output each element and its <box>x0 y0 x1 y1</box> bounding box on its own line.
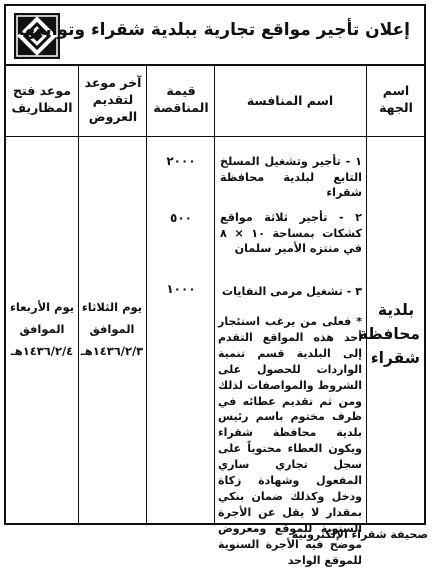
tender-notes: * فعلى من يرغب استئجار أحد هذه المواقع التقدم إلى البلدية قسم تنمية الواردات للحصول على الشروط والمواصفات لذلك ومن ثم تقديم عطائه في ظرف مختوم باسم رئيس بلدية محافظة شقراء ويكون العطاء محتوياً على سجل تجاري ساري المفعول وشهادة زكاة ودخل وكذلك ضمان بنكي بمقدار لا يقل عن الأجرة السنوية للموقع ومعروض موضح فيه الأجرة السنوية للموقع الواحد <box>218 315 362 567</box>
item-1-text: ١ - تأجير وتشغيل المسلخ التابع لبلدية محافظة شقراء <box>220 155 362 199</box>
opening-block <box>8 296 76 362</box>
header-entity: اسم الجهة <box>379 83 413 115</box>
page-title: إعلان تأجير مواقع تجارية ببلدية شقراء وتوابعها <box>18 20 410 40</box>
opening-day: يوم الأربعاء <box>9 300 75 314</box>
deadline-date: ١٤٣٦/٢/٣هـ <box>80 344 144 358</box>
entity-name: بلدية محافظة شقراء <box>358 301 420 367</box>
footer-credit: صحيفة شقراء الإلكترونية <box>291 528 428 541</box>
announcement-header <box>6 6 424 66</box>
opening-date: ١٤٣٦/٢/٤هـ <box>10 344 74 358</box>
item-2-value: ٥٠٠ <box>170 211 192 225</box>
item-1-value: ٢٠٠٠ <box>166 154 196 168</box>
item-3-text: ٣ - تشغيل مرمى النفايات <box>221 285 362 298</box>
deadline-block <box>80 296 144 362</box>
header-competition: اسم المنافسة <box>246 93 334 108</box>
deadline-label: الموافق <box>89 322 135 336</box>
header-opening: موعد فتح المظاريف <box>11 83 73 115</box>
item-2-text: ٢ - تأجير ثلاثة مواقع كشكات بمساحة ١٠ × ٨ في منتزه الأمير سلمان <box>220 211 362 255</box>
deadline-day: يوم الثلاثاء <box>81 300 143 314</box>
opening-label: الموافق <box>19 322 65 336</box>
header-deadline: آخر موعد لتقديم العروض <box>84 75 142 124</box>
item-3-value: ١٠٠٠ <box>166 282 196 296</box>
header-value: قيمة المناقصة <box>153 83 209 115</box>
